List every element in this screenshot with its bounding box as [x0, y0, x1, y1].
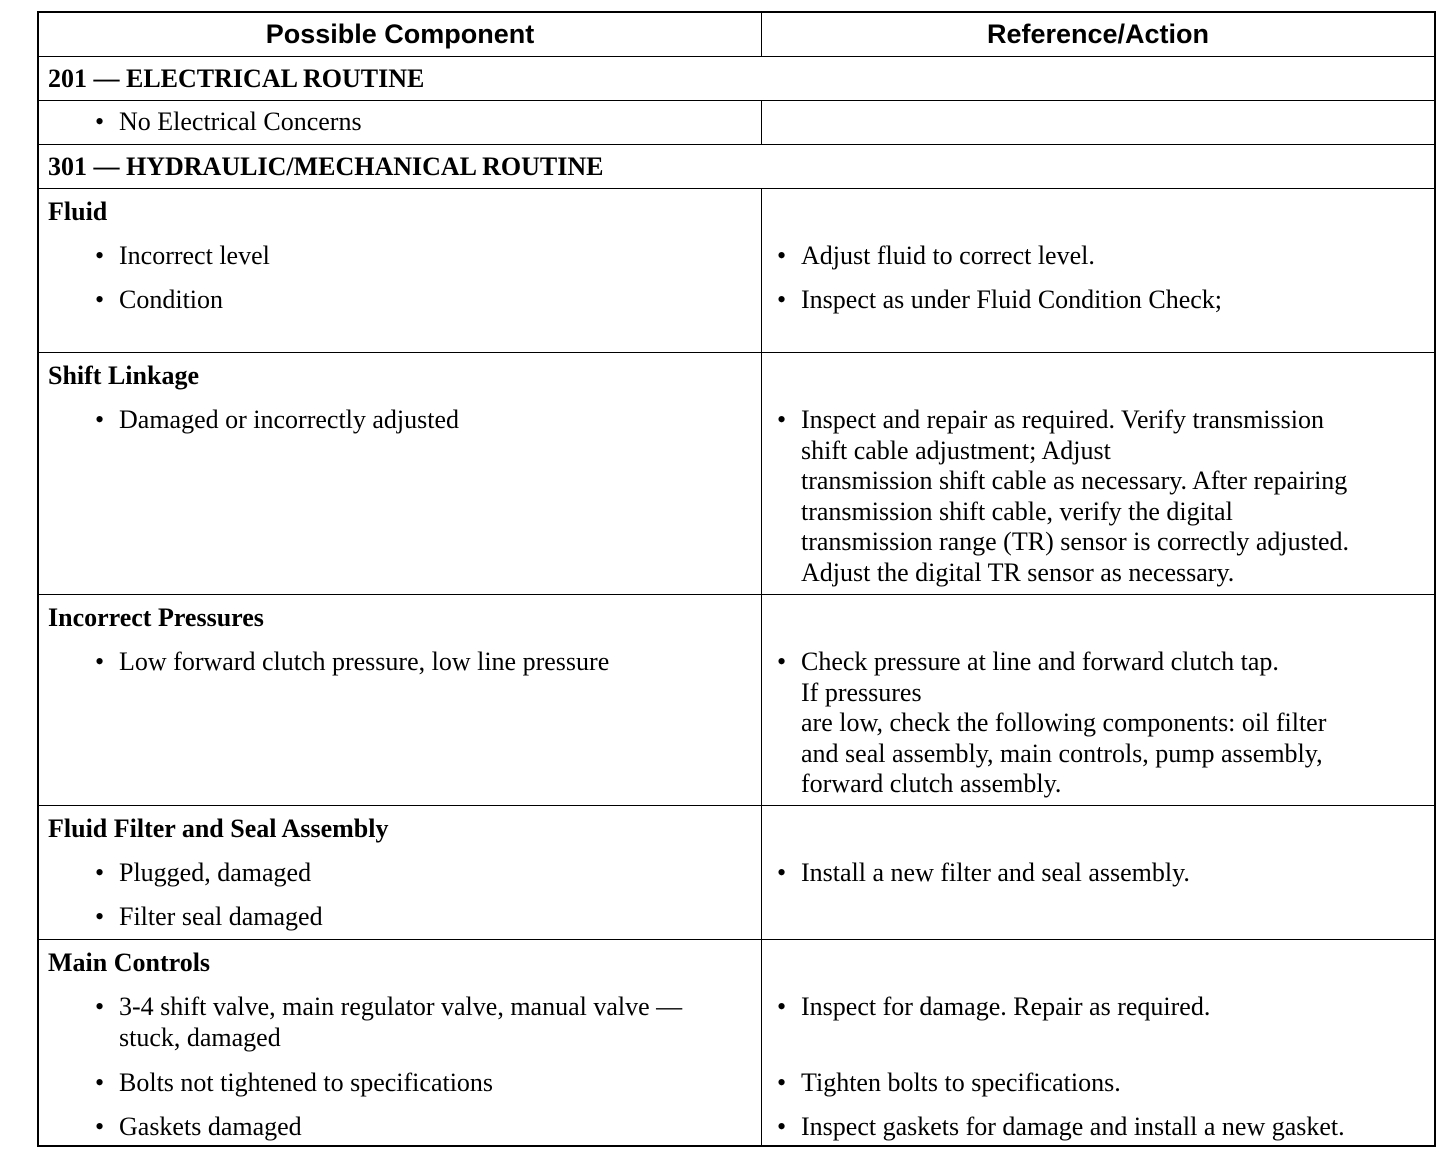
table-row [39, 100, 1434, 144]
list-item [95, 241, 270, 272]
list-item [95, 858, 311, 889]
component-cell [39, 101, 762, 144]
group-title: Incorrect Pressures [48, 603, 264, 632]
component-text: No Electrical Concerns [119, 107, 362, 136]
group-title: Main Controls [48, 948, 211, 977]
action-text: Check pressure at line and forward clutch tap. If pressures are low, check the following components: oil filter and seal assembly, main controls, pump assembly, forward clutch assembly. [801, 647, 1327, 798]
component-text: 3-4 shift valve, main regulator valve, manual valve — stuck, damaged [119, 992, 683, 1052]
table-row-main-controls [39, 939, 1434, 1145]
component-text: Damaged or incorrectly adjusted [119, 405, 460, 434]
bullet-icon: • [95, 285, 105, 314]
component-cell [39, 189, 762, 352]
component-cell [39, 353, 762, 594]
bullet-icon: • [777, 858, 787, 887]
list-item [777, 992, 1210, 1023]
component-text: Gaskets damaged [119, 1112, 302, 1141]
bullet-icon: • [95, 1068, 105, 1097]
table-header-row [39, 13, 1434, 56]
bullet-icon: • [95, 647, 105, 676]
group-title: Fluid Filter and Seal Assembly [48, 814, 389, 843]
list-item [777, 1112, 1345, 1143]
list-item [777, 1068, 1121, 1099]
action-cell [762, 940, 1434, 1145]
component-cell [39, 806, 762, 939]
group-title: Fluid [48, 197, 108, 226]
list-item [95, 1068, 493, 1099]
bullet-icon: • [777, 992, 787, 1021]
component-cell [39, 595, 762, 805]
bullet-icon: • [777, 1068, 787, 1097]
list-item [777, 647, 1326, 800]
list-item [777, 858, 1190, 889]
bullet-icon: • [777, 1112, 787, 1141]
bullet-icon: • [95, 858, 105, 887]
header-possible-component: Possible Component [39, 13, 762, 56]
list-item [95, 285, 223, 316]
table-row-fluid-filter [39, 805, 1434, 939]
action-text: Tighten bolts to specifications. [801, 1068, 1121, 1097]
list-item [777, 405, 1349, 588]
action-text: Inspect for damage. Repair as required. [801, 992, 1211, 1021]
table-row-shift-linkage [39, 352, 1434, 594]
bullet-icon: • [777, 241, 787, 270]
group-title: Shift Linkage [48, 361, 199, 390]
action-text: Inspect gaskets for damage and install a new gasket. [801, 1112, 1345, 1141]
bullet-icon: • [95, 405, 105, 434]
component-text: Bolts not tightened to specifications [119, 1068, 494, 1097]
list-item [777, 241, 1095, 272]
action-text: Adjust fluid to correct level. [801, 241, 1095, 270]
component-cell [39, 940, 762, 1145]
action-cell [762, 595, 1434, 805]
diagnostic-table [37, 11, 1436, 1147]
component-text: Condition [119, 285, 224, 314]
action-cell [762, 353, 1434, 594]
section-row-201 [39, 56, 1436, 100]
component-text: Incorrect level [119, 241, 270, 270]
list-item [95, 107, 362, 138]
bullet-icon: • [95, 1112, 105, 1141]
component-text: Low forward clutch pressure, low line pressure [119, 647, 610, 676]
bullet-icon: • [95, 107, 105, 136]
list-item [95, 992, 682, 1053]
action-text: Inspect and repair as required. Verify transmission shift cable adjustment; Adjust transmission shift cable as necessary. After repairing transmission shift cable, verify the digital transmission range (TR) sensor is correctly adjusted. Adjust the digital TR sensor as necessary. [801, 405, 1350, 587]
action-text: Install a new filter and seal assembly. [801, 858, 1190, 887]
action-cell [762, 189, 1434, 352]
bullet-icon: • [777, 405, 787, 434]
action-text: Inspect as under Fluid Condition Check; [801, 285, 1223, 314]
section-row-301 [39, 144, 1436, 188]
section-title: 301 — HYDRAULIC/MECHANICAL ROUTINE [48, 151, 604, 181]
list-item [95, 902, 323, 933]
header-reference-action: Reference/Action [986, 19, 1210, 49]
list-item [95, 647, 609, 678]
list-item [95, 405, 459, 436]
component-text: Filter seal damaged [119, 902, 323, 931]
table-row-fluid [39, 188, 1434, 352]
list-item [777, 285, 1222, 316]
bullet-icon: • [777, 285, 787, 314]
section-title: 201 — ELECTRICAL ROUTINE [48, 63, 425, 93]
action-cell [762, 806, 1434, 939]
bullet-icon: • [95, 241, 105, 270]
bullet-icon: • [777, 647, 787, 676]
table-row-incorrect-pressures [39, 594, 1434, 805]
list-item [95, 1112, 302, 1143]
bullet-icon: • [95, 992, 105, 1021]
component-text: Plugged, damaged [119, 858, 312, 887]
bullet-icon: • [95, 902, 105, 931]
action-cell [762, 101, 1434, 144]
